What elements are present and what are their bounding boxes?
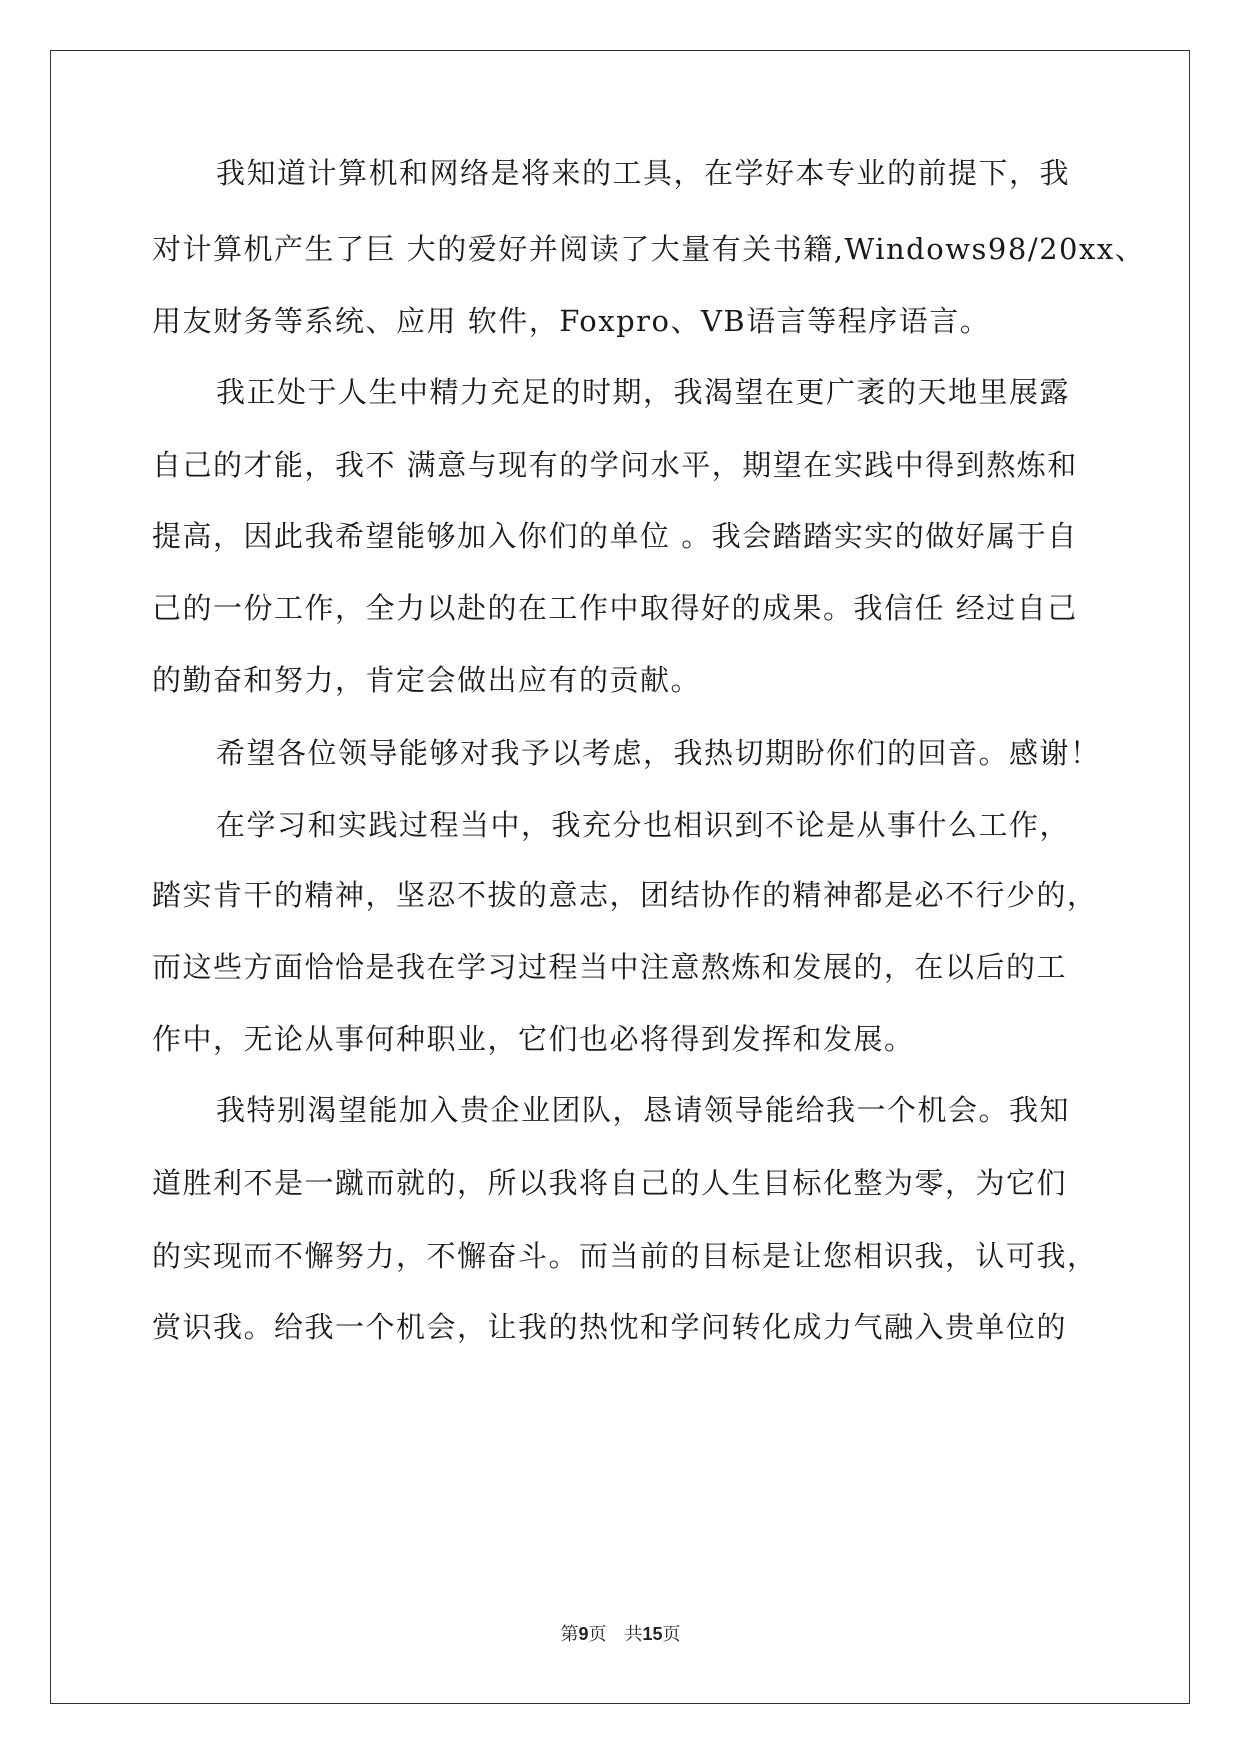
text-line: 我正处于人生中精力充足的时期，我渴望在更广袤的天地里展露 xyxy=(216,375,1071,409)
total-prefix: 共 xyxy=(624,1624,643,1645)
page-footer xyxy=(0,1623,1241,1646)
text-line: 提高，因此我希望能够加入你们的单位 。我会踏踏实实的做好属于自 xyxy=(152,519,1078,553)
text-line: 用友财务等系统、应用 软件，Foxpro、VB语言等程序语言。 xyxy=(152,304,991,338)
text-line: 赏识我。给我一个机会，让我的热忱和学问转化成力气融入贵单位的 xyxy=(152,1310,1068,1344)
text-line: 的勤奋和努力，肯定会做出应有的贡献。 xyxy=(152,663,702,697)
text-line: 的实现而不懈努力，不懈奋斗。而当前的目标是让您相识我，认可我， xyxy=(152,1239,1098,1273)
text-line: 道胜利不是一蹴而就的，所以我将自己的人生目标化整为零，为它们 xyxy=(152,1166,1068,1200)
page-total: 15 xyxy=(642,1624,663,1644)
text-line: 自己的才能，我不 满意与现有的学问水平，期望在实践中得到熬炼和 xyxy=(152,448,1078,482)
text-line: 在学习和实践过程当中，我充分也相识到不论是从事什么工作， xyxy=(216,808,1071,842)
total-suffix: 页 xyxy=(662,1624,681,1645)
text-line: 己的一份工作，全力以赴的在工作中取得好的成果。我信任 经过自己 xyxy=(152,591,1078,625)
text-line: 我知道计算机和网络是将来的工具，在学好本专业的前提下，我 xyxy=(216,156,1071,190)
page-current: 9 xyxy=(578,1624,589,1644)
page-prefix: 第 xyxy=(560,1624,579,1645)
text-line: 我特别渴望能加入贵企业团队，恳请领导能给我一个机会。我知 xyxy=(216,1093,1071,1127)
text-line: 踏实肯干的精神，坚忍不拔的意志，团结协作的精神都是必不行少的， xyxy=(152,878,1098,912)
page-suffix: 页 xyxy=(588,1624,607,1645)
text-line: 对计算机产生了巨 大的爱好并阅读了大量有关书籍,Windows98/20xx、 xyxy=(152,232,1146,266)
text-line: 作中，无论从事何种职业，它们也必将得到发挥和发展。 xyxy=(152,1022,915,1056)
text-line: 而这些方面恰恰是我在学习过程当中注意熬炼和发展的，在以后的工 xyxy=(152,950,1068,984)
text-line: 希望各位领导能够对我予以考虑，我热切期盼你们的回音。感谢！ xyxy=(216,736,1101,770)
